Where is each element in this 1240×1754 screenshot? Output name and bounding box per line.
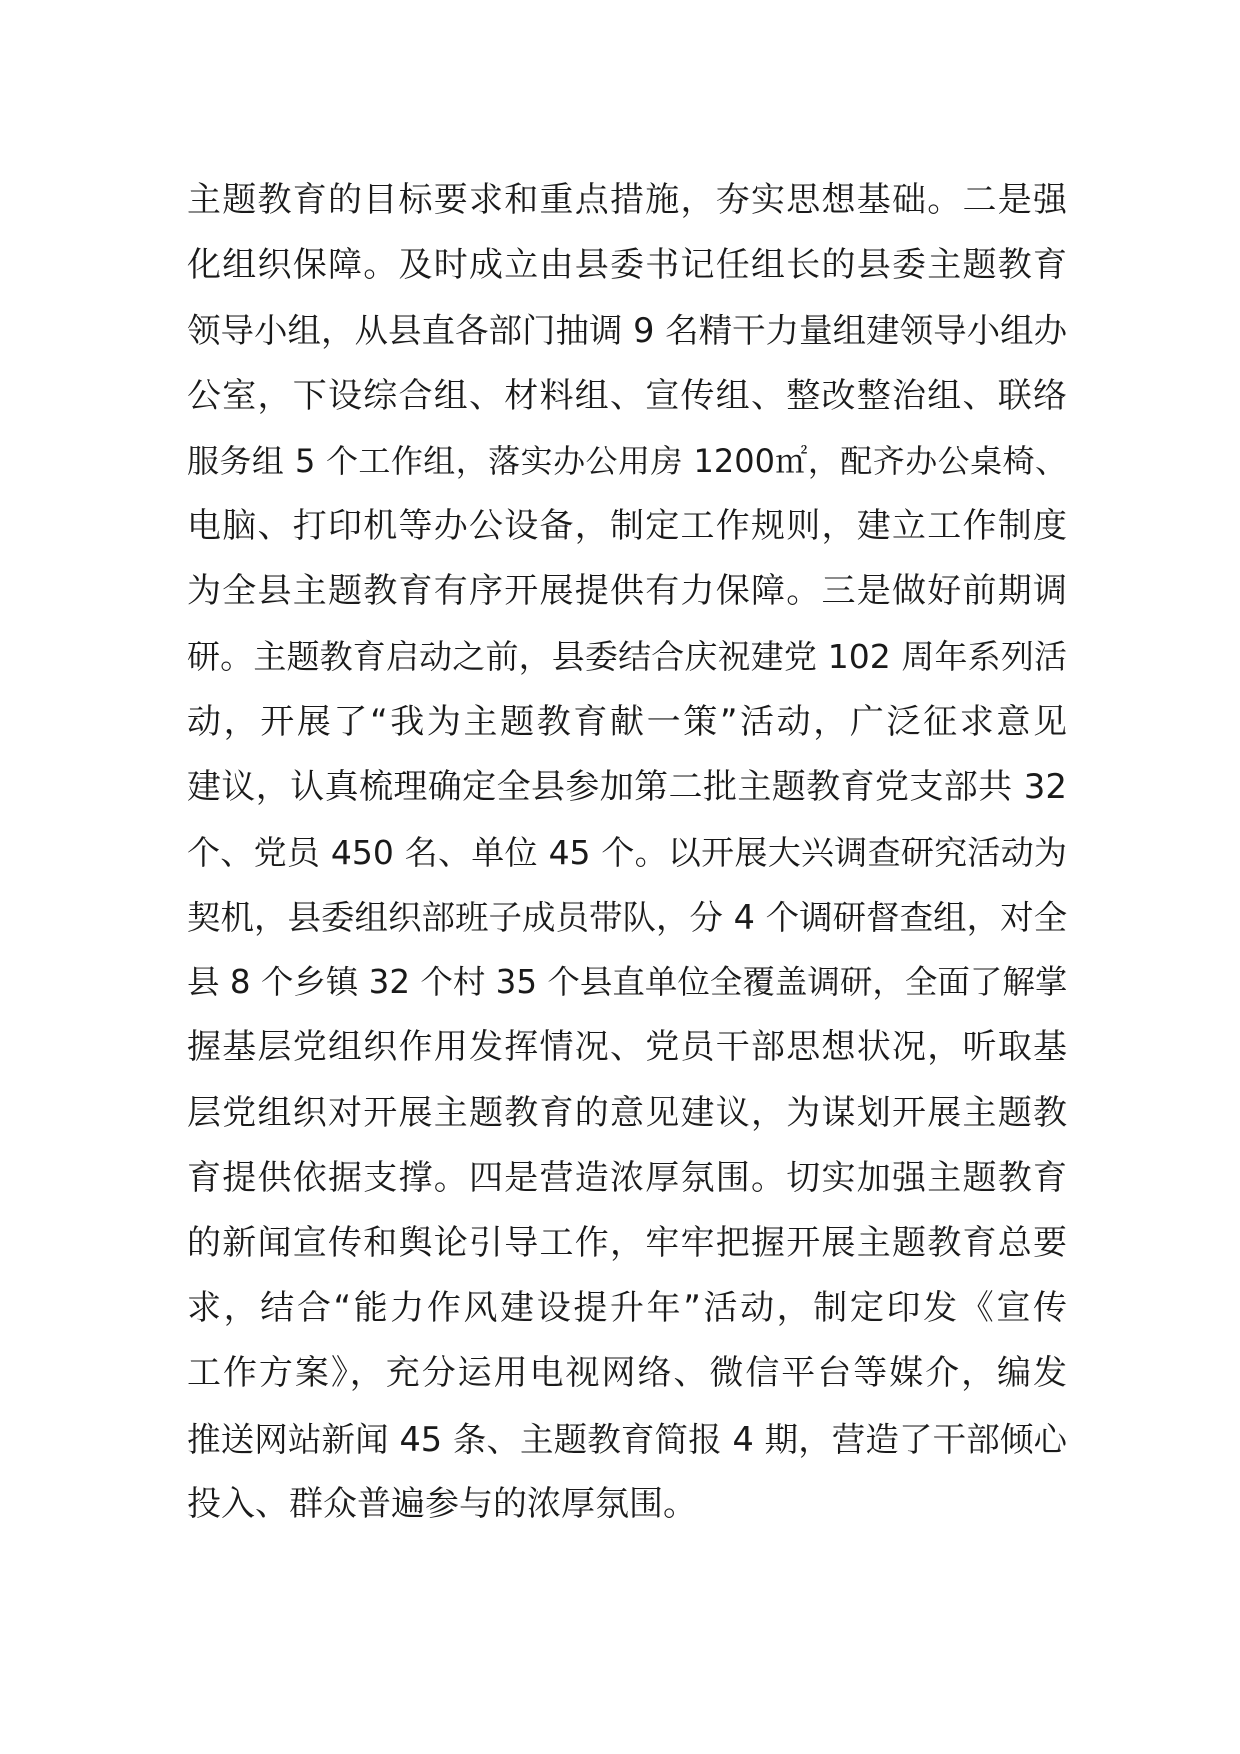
- text-line-19: 工作方案》，充分运用电视网络、微信平台等媒介，编发: [187, 1353, 1067, 1394]
- text-line-5: 服务组 5 个工作组，落实办公用房 1200㎡，配齐办公桌椅、: [187, 441, 1067, 480]
- text-line-16: 育提供依据支撑。四是营造浓厚氛围。切实加强主题教育: [187, 1157, 1067, 1198]
- text-line-10: 建议，认真梳理确定全县参加第二批主题教育党支部共 32: [187, 766, 1067, 807]
- text-line-7: 为全县主题教育有序开展提供有力保障。三是做好前期调: [187, 571, 1067, 612]
- text-line-17: 的新闻宣传和舆论引导工作，牢牢把握开展主题教育总要: [187, 1223, 1067, 1263]
- text-line-15: 层党组织对开展主题教育的意见建议，为谋划开展主题教: [187, 1092, 1067, 1133]
- text-line-11: 个、党员 450 名、单位 45 个。以开展大兴调查研究活动为: [187, 832, 1067, 872]
- text-line-1: 主题教育的目标要求和重点措施，夯实思想基础。二是强: [187, 180, 1067, 220]
- text-line-21: 投入、群众普遍参与的浓厚氛围。: [187, 1483, 697, 1524]
- text-line-2: 化组织保障。及时成立由县委书记任组长的县委主题教育: [187, 245, 1067, 286]
- text-line-12: 契机，县委组织部班子成员带队，分 4 个调研督查组，对全: [187, 898, 1068, 938]
- text-line-20: 推送网站新闻 45 条、主题教育简报 4 期，营造了干部倾心: [187, 1419, 1067, 1459]
- text-line-6: 电脑、打印机等办公设备，制定工作规则，建立工作制度: [187, 505, 1067, 546]
- text-line-13: 县 8 个乡镇 32 个村 35 个县直单位全覆盖调研，全面了解掌: [187, 963, 1068, 1002]
- body-paragraph: [187, 168, 1067, 1537]
- text-line-18: 求，结合“能力作风建设提升年”活动，制定印发《宣传: [187, 1288, 1067, 1329]
- text-line-9: 动，开展了“我为主题教育献一策”活动，广泛征求意见: [187, 701, 1067, 742]
- text-line-8: 研。主题教育启动之前，县委结合庆祝建党 102 周年系列活: [187, 637, 1067, 677]
- text-line-14: 握基层党组织作用发挥情况、党员干部思想状况，听取基: [187, 1027, 1067, 1068]
- text-line-4: 公室，下设综合组、材料组、宣传组、整改整治组、联络: [187, 375, 1067, 416]
- text-line-3: 领导小组，从县直各部门抽调 9 名精干力量组建领导小组办: [187, 311, 1068, 351]
